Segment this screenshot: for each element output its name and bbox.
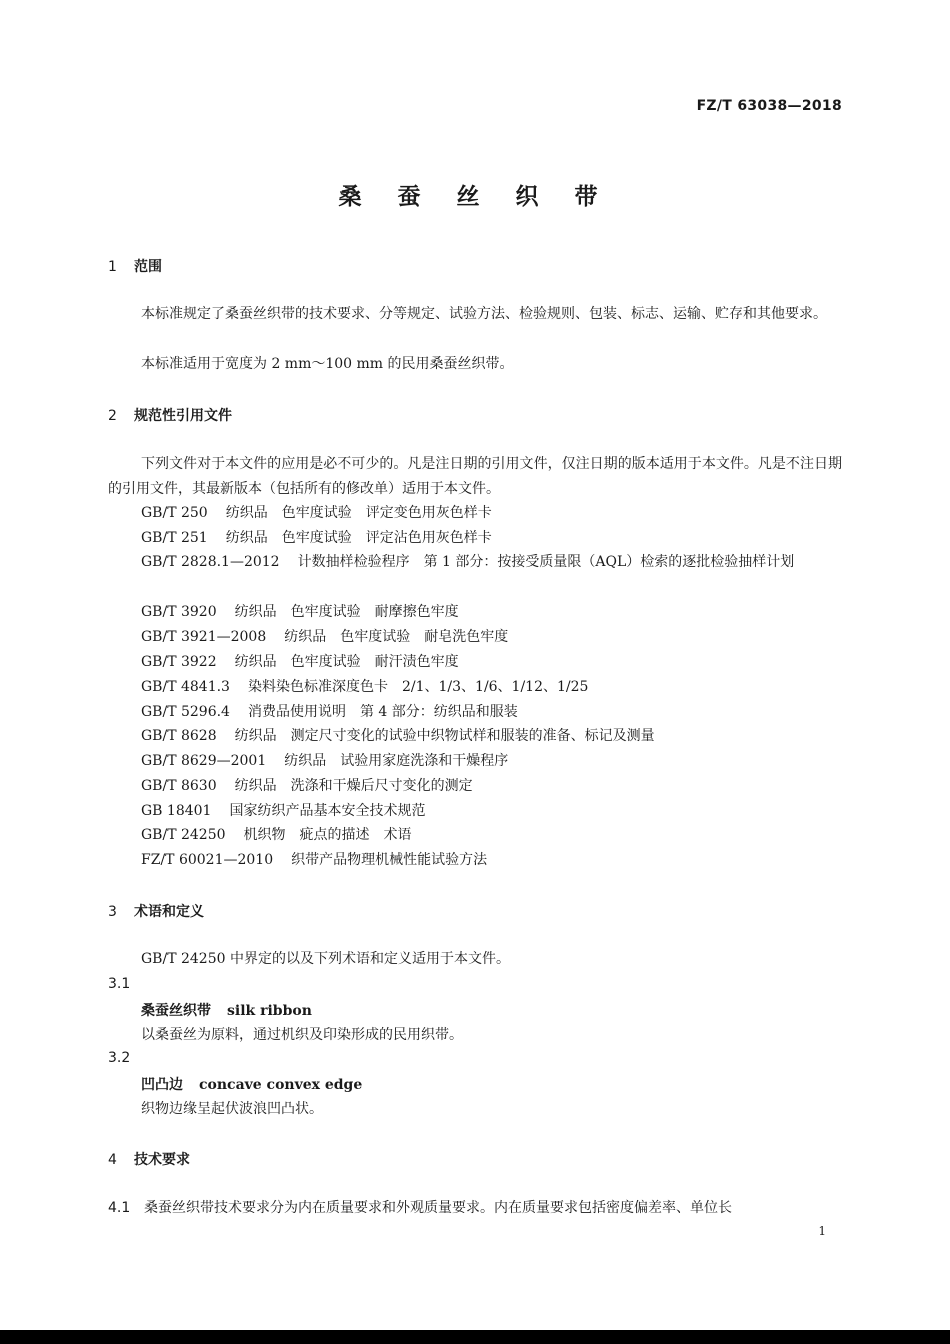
section-number: 1	[108, 259, 117, 275]
reference-title: 染料染色标准深度色卡 2/1、1/3、1/6、1/12、1/25	[247, 679, 589, 695]
reference-title: 计数抽样检验程序 第 1 部分：按接受质量限（AQL）检索的逐批检验抽样计划	[297, 554, 795, 570]
reference-title: 纺织品 色牢度试验 耐汗渍色牢度	[234, 654, 459, 670]
reference-item	[141, 625, 508, 650]
terms-intro: GB/T 24250 中界定的以及下列术语和定义适用于本文件。	[141, 951, 510, 967]
reference-code: GB/T 251	[141, 530, 208, 546]
reference-title: 纺织品 色牢度试验 耐皂洗色牢度	[284, 629, 509, 645]
section-title: 术语和定义	[134, 904, 204, 920]
term-heading	[141, 1000, 312, 1020]
reference-item	[141, 774, 473, 799]
section-title: 范围	[134, 259, 162, 275]
section-title: 技术要求	[134, 1152, 190, 1168]
term-heading	[141, 1074, 362, 1094]
reference-code: GB/T 3920	[141, 604, 217, 620]
reference-code: GB 18401	[141, 803, 212, 819]
reference-item	[141, 700, 518, 725]
reference-item	[141, 799, 425, 824]
section-number: 4	[108, 1152, 117, 1168]
term-definition: 织物边缘呈起伏波浪凹凸状。	[141, 1101, 323, 1117]
reference-code: GB/T 3922	[141, 654, 217, 670]
reference-code: GB/T 24250	[141, 827, 226, 843]
reference-title: 纺织品 色牢度试验 评定沾色用灰色样卡	[225, 530, 492, 546]
term-zh: 桑蚕丝织带	[141, 1003, 211, 1019]
section-3-heading	[108, 901, 204, 921]
reference-item	[108, 550, 842, 575]
reference-title: 纺织品 色牢度试验 评定变色用灰色样卡	[225, 505, 492, 521]
reference-code: GB/T 4841.3	[141, 679, 230, 695]
section-4-heading	[108, 1149, 190, 1169]
reference-code: GB/T 5296.4	[141, 704, 230, 720]
clause-text: 桑蚕丝织带技术要求分为内在质量要求和外观质量要求。内在质量要求包括密度偏差率、单位长	[144, 1200, 732, 1216]
term-zh: 凹凸边	[141, 1077, 183, 1093]
standard-code: FZ/T 63038—2018	[696, 98, 842, 114]
section-title: 规范性引用文件	[134, 408, 232, 424]
reference-item	[141, 600, 459, 625]
references-intro: 下列文件对于本文件的应用是必不可少的。凡是注日期的引用文件，仅注日期的版本适用于本文件。凡是不注日期的引用文件，其最新版本（包括所有的修改单）适用于本文件。	[108, 456, 842, 497]
section-2-heading	[108, 405, 232, 425]
term-definition: 以桑蚕丝为原料，通过机织及印染形成的民用织带。	[141, 1027, 463, 1043]
bottom-border	[0, 1330, 950, 1344]
reference-item	[141, 526, 492, 551]
clause-4-1	[108, 1197, 732, 1217]
scope-paragraph-1: 本标准规定了桑蚕丝织带的技术要求、分等规定、试验方法、检验规则、包装、标志、运输、贮存和其他要求。	[141, 306, 827, 322]
document-title: 桑 蚕 丝 织 带	[338, 184, 612, 210]
reference-code: GB/T 8630	[141, 778, 217, 794]
reference-code: GB/T 250	[141, 505, 208, 521]
reference-title: 织带产品物理机械性能试验方法	[291, 852, 488, 868]
reference-code: GB/T 8629—2001	[141, 753, 267, 769]
reference-title: 机织物 疵点的描述 术语	[243, 827, 412, 843]
reference-item	[141, 823, 412, 848]
reference-code: GB/T 3921—2008	[141, 629, 267, 645]
clause-number: 4.1	[108, 1200, 131, 1216]
reference-item	[141, 675, 588, 700]
term-number: 3.1	[108, 976, 131, 992]
section-1-heading	[108, 256, 162, 276]
section-number: 3	[108, 904, 117, 920]
scope-paragraph-2: 本标准适用于宽度为 2 mm～100 mm 的民用桑蚕丝织带。	[141, 356, 514, 372]
page-number: 1	[818, 1224, 826, 1238]
term-en: concave convex edge	[199, 1077, 363, 1093]
reference-title: 纺织品 色牢度试验 耐摩擦色牢度	[234, 604, 459, 620]
section-number: 2	[108, 408, 117, 424]
reference-item	[141, 749, 508, 774]
reference-title: 国家纺织产品基本安全技术规范	[229, 803, 426, 819]
reference-title: 纺织品 测定尺寸变化的试验中织物试样和服装的准备、标记及测量	[234, 728, 655, 744]
reference-code: GB/T 2828.1—2012	[141, 554, 280, 570]
reference-item	[141, 501, 492, 526]
term-number: 3.2	[108, 1050, 131, 1066]
reference-code: GB/T 8628	[141, 728, 217, 744]
reference-item	[141, 848, 487, 873]
reference-title: 纺织品 洗涤和干燥后尺寸变化的测定	[234, 778, 473, 794]
reference-title: 纺织品 试验用家庭洗涤和干燥程序	[284, 753, 509, 769]
reference-item	[141, 724, 655, 749]
reference-item	[141, 650, 459, 675]
reference-title: 消费品使用说明 第 4 部分：纺织品和服装	[247, 704, 518, 720]
reference-code: FZ/T 60021—2010	[141, 852, 274, 868]
term-en: silk ribbon	[227, 1003, 312, 1019]
